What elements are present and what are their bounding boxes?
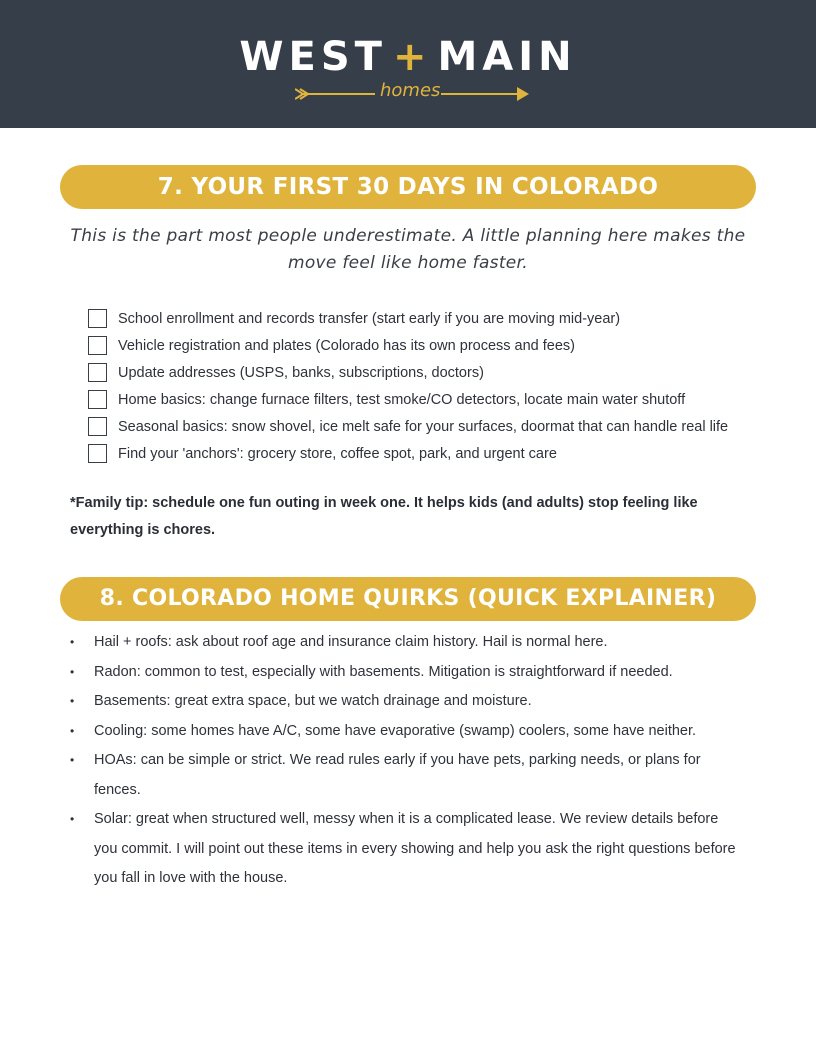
checkbox[interactable] bbox=[88, 309, 107, 328]
arrow-right-icon bbox=[441, 84, 531, 104]
checklist-item bbox=[88, 359, 768, 386]
checklist-item-label: School enrollment and records transfer (start early if you are moving mid-year) bbox=[118, 310, 621, 327]
logo-wordmark bbox=[0, 34, 816, 80]
logo-word-main: MAIN bbox=[437, 34, 577, 80]
checklist-item-label: Vehicle registration and plates (Colorado has its own process and fees) bbox=[118, 337, 576, 354]
logo-plus: + bbox=[392, 34, 432, 80]
list-item-text: Hail + roofs: ask about roof age and insurance claim history. Hail is normal here. bbox=[94, 634, 608, 650]
list-item-text: Cooling: some homes have A/C, some have evaporative (swamp) coolers, some have neither. bbox=[94, 722, 697, 739]
checklist-item bbox=[88, 305, 768, 332]
first-30-days-checklist bbox=[88, 305, 768, 467]
bullet-icon: • bbox=[70, 664, 75, 679]
bullet-icon: • bbox=[70, 635, 75, 649]
list-item-text: Radon: common to test, especially with basements. Mitigation is straightforward if needed. bbox=[94, 663, 673, 680]
family-tip: *Family tip: schedule one fun outing in week one. It helps kids (and adults) stop feeling like everything is chores. bbox=[70, 495, 698, 538]
arrow-left-icon bbox=[295, 84, 375, 104]
checkbox[interactable] bbox=[88, 363, 107, 382]
logo-subline bbox=[0, 80, 816, 108]
bullet-icon: • bbox=[70, 723, 75, 738]
section-7-title: 7. YOUR FIRST 30 DAYS IN COLORADO bbox=[60, 165, 756, 209]
checkbox[interactable] bbox=[88, 336, 107, 355]
checkbox[interactable] bbox=[88, 444, 107, 463]
list-item-text: Basements: great extra space, but we watch drainage and moisture. bbox=[94, 693, 532, 709]
checklist-item bbox=[88, 413, 768, 440]
checkbox[interactable] bbox=[88, 390, 107, 409]
bullet-icon: • bbox=[70, 812, 75, 826]
list-item bbox=[70, 658, 742, 688]
section-7-intro: This is the part most people underestimate. A little planning here makes the move feel like home faster. bbox=[70, 226, 746, 273]
checklist-item-label: Update addresses (USPS, banks, subscriptions, doctors) bbox=[118, 364, 484, 381]
list-item bbox=[70, 687, 742, 717]
checkbox[interactable] bbox=[88, 417, 107, 436]
checklist-item bbox=[88, 440, 768, 467]
header-bar bbox=[0, 0, 816, 128]
home-quirks-list bbox=[70, 628, 742, 894]
logo-sub-text: homes bbox=[380, 80, 441, 101]
bullet-icon: • bbox=[70, 753, 75, 767]
list-item bbox=[70, 717, 742, 747]
checklist-item bbox=[88, 386, 768, 413]
list-item bbox=[70, 746, 742, 805]
section-8-title: 8. COLORADO HOME QUIRKS (QUICK EXPLAINER) bbox=[60, 577, 756, 621]
list-item-text: HOAs: can be simple or strict. We read rules early if you have pets, parking needs, or plans for fences. bbox=[94, 752, 701, 798]
checklist-item bbox=[88, 332, 768, 359]
list-item-text: Solar: great when structured well, messy when it is a complicated lease. We review details before you commit. I will point out these items in every showing and help you ask the right questions before you fall in love with the house. bbox=[94, 811, 736, 886]
checklist-item-label: Home basics: change furnace filters, test smoke/CO detectors, locate main water shutoff bbox=[118, 391, 686, 408]
bullet-icon: • bbox=[70, 694, 75, 708]
checklist-item-label: Find your 'anchors': grocery store, coffee spot, park, and urgent care bbox=[118, 445, 557, 462]
list-item bbox=[70, 628, 742, 658]
checklist-item-label: Seasonal basics: snow shovel, ice melt safe for your surfaces, doormat that can handle real life bbox=[118, 418, 729, 435]
list-item bbox=[70, 805, 742, 894]
logo-word-west: WEST bbox=[239, 34, 387, 80]
